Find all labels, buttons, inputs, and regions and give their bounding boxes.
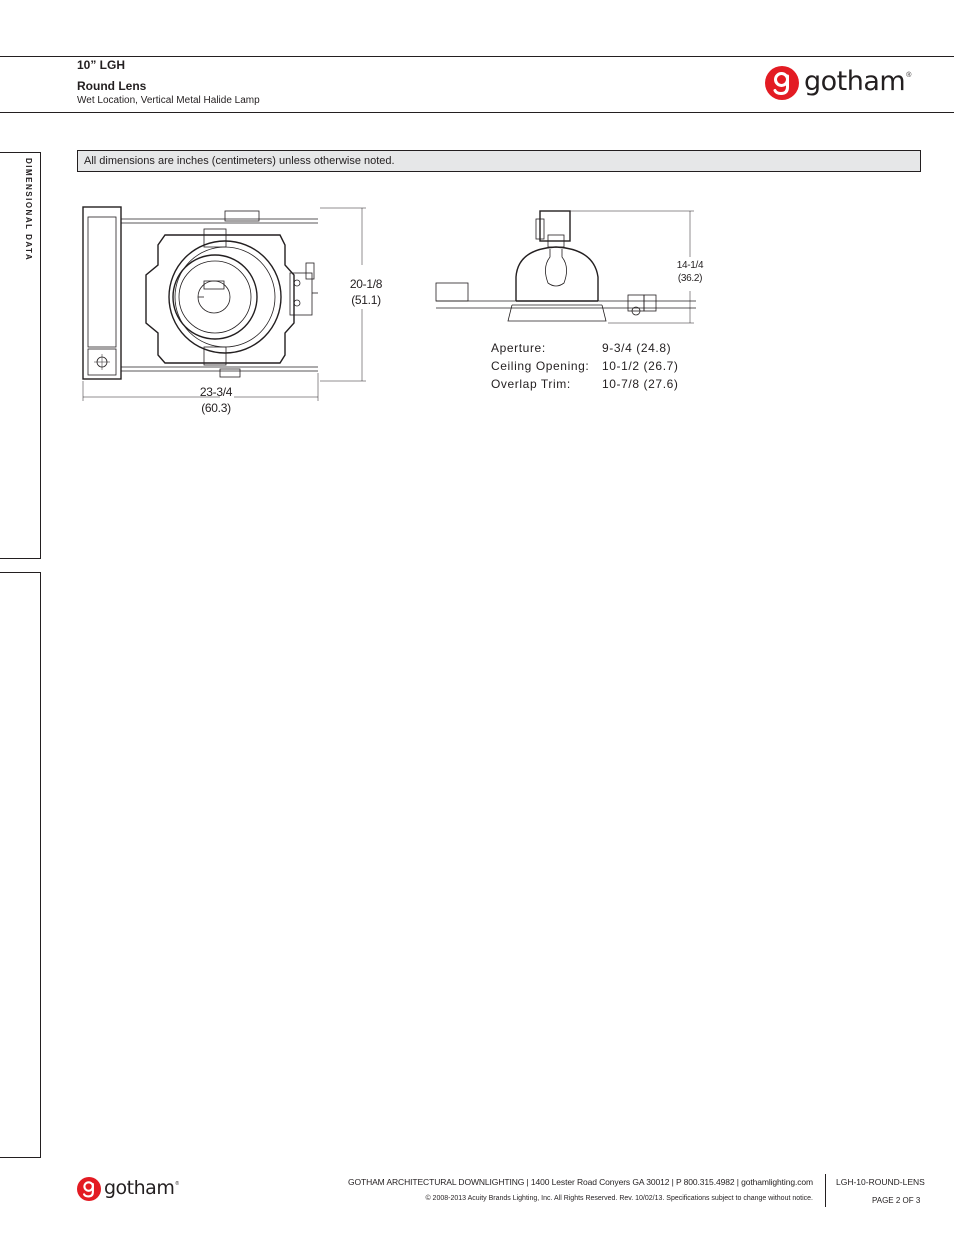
plan-height-cm: (51.1) xyxy=(351,293,381,307)
footer-logo-wordmark: gotham xyxy=(104,1177,175,1199)
header-logo-trademark: ® xyxy=(906,71,912,79)
gotham-g-logo-icon xyxy=(77,1177,101,1201)
side-tab-dimensional xyxy=(0,152,41,559)
product-description: Wet Location, Vertical Metal Halide Lamp xyxy=(77,95,260,106)
spec-label: Aperture: xyxy=(491,341,546,355)
gotham-g-logo-icon xyxy=(765,66,799,100)
plan-width-inches: 23-3/4 xyxy=(199,385,233,399)
footer-copyright: © 2008-2013 Acuity Brands Lighting, Inc. All Rights Reserved. Rev. 10/02/13. Specifications subject to change without notice. xyxy=(425,1195,813,1202)
spec-row-overlap-trim xyxy=(491,375,679,393)
footer-company-line: GOTHAM ARCHITECTURAL DOWNLIGHTING | 1400 Lester Road Conyers GA 30012 | P 800.315.4982 | gothamlighting.com xyxy=(347,1177,813,1187)
spec-label: Ceiling Opening: xyxy=(491,359,590,373)
footer-divider xyxy=(825,1174,826,1207)
side-height-dimension xyxy=(660,259,720,285)
footer-logo xyxy=(77,1177,179,1201)
header-logo-wordmark: gotham xyxy=(804,66,906,97)
plan-view-drawing xyxy=(80,205,380,405)
spec-row-aperture xyxy=(491,339,679,357)
spec-value: 10-7/8 (27.6) xyxy=(602,377,679,391)
plan-height-dimension xyxy=(336,276,396,308)
side-height-cm: (36.2) xyxy=(677,273,703,284)
side-tab-label: DIMENSIONAL DATA xyxy=(24,158,33,262)
spec-table xyxy=(491,339,679,393)
plan-height-inches: 20-1/8 xyxy=(349,277,383,291)
product-name: Round Lens xyxy=(77,79,147,93)
dimensions-note: All dimensions are inches (centimeters) unless otherwise noted. xyxy=(77,150,921,172)
footer-page-number: PAGE 2 OF 3 xyxy=(872,1196,921,1205)
side-height-inches: 14-1/4 xyxy=(676,260,704,271)
header-top-rule xyxy=(0,56,954,57)
plan-width-cm: (60.3) xyxy=(201,401,231,415)
spec-value: 9-3/4 (24.8) xyxy=(602,341,672,355)
header-logo xyxy=(765,66,911,100)
footer-doc-code: LGH-10-ROUND-LENS xyxy=(836,1177,925,1187)
footer-logo-trademark: ® xyxy=(175,1181,180,1187)
spec-value: 10-1/2 (26.7) xyxy=(602,359,679,373)
product-line: 10” LGH xyxy=(77,58,126,72)
plan-width-dimension xyxy=(186,384,246,416)
spec-row-ceiling-opening xyxy=(491,357,679,375)
side-tab-blank xyxy=(0,572,41,1158)
spec-label: Overlap Trim: xyxy=(491,377,571,391)
header-bottom-rule xyxy=(0,112,954,113)
